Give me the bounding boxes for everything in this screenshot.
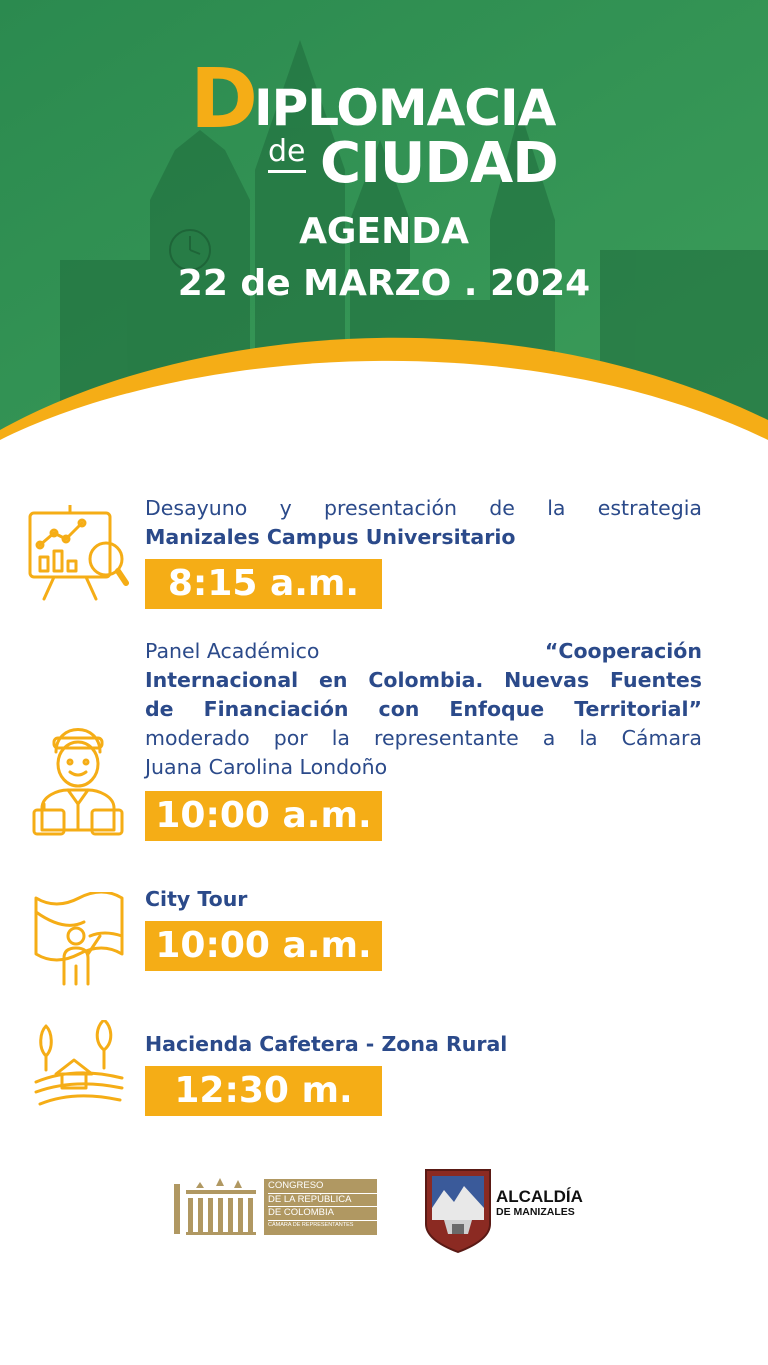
title-ciudad: CIUDAD (320, 131, 558, 196)
agenda-item-4-title: Hacienda Cafetera - Zona Rural (145, 1032, 508, 1056)
presentation-chart-magnifier-icon (26, 505, 130, 605)
agenda-heading: AGENDA (299, 211, 469, 252)
city-tour-map-guide-icon (34, 892, 124, 986)
title-line-ciudad (268, 132, 588, 202)
congreso-line4: CÁMARA DE REPRESENTANTES (268, 1221, 354, 1228)
agenda-item-2-line1 (145, 637, 702, 666)
alcaldia-name: ALCALDÍA (496, 1187, 583, 1206)
agenda-item-2-title-start: “Cooperación (544, 639, 702, 663)
agenda-item-2-moderator-line: moderado por la representante a la Cámara (145, 726, 702, 750)
agenda-item-4-time: 12:30 m. (145, 1066, 382, 1116)
title-line-diplomacia (190, 52, 590, 147)
capitol-building-icon (172, 1176, 262, 1238)
agenda-item-2-time: 10:00 a.m. (145, 791, 382, 841)
agenda-item-3-time: 10:00 a.m. (145, 921, 382, 971)
congreso-line2: DE LA REPÚBLICA (268, 1194, 377, 1208)
title-de: de (268, 134, 306, 173)
agenda-item-3-text (145, 885, 702, 914)
event-date: 22 de MARZO . 2024 (177, 263, 591, 304)
agenda-item-1-time: 8:15 a.m. (145, 559, 382, 609)
agenda-item-2-text (145, 637, 702, 782)
agenda-item-3-title: City Tour (145, 887, 248, 911)
agenda-item-2-panel-label: Panel Académico (145, 639, 320, 663)
congreso-logo (172, 1176, 377, 1236)
panelist-speaker-icon (28, 712, 128, 842)
title-initial: D (190, 52, 257, 147)
agenda-item-2-title-line3: de Financiación con Enfoque Territorial” (145, 697, 702, 721)
alcaldia-logo (424, 1168, 624, 1254)
agenda-item-1-text (145, 494, 702, 552)
congreso-line1: CONGRESO (268, 1180, 377, 1194)
agenda-item-2-title-line2: Internacional en Colombia. Nuevas Fuentes (145, 668, 702, 692)
manizales-shield-icon (424, 1168, 492, 1254)
coffee-farm-countryside-icon (34, 1020, 124, 1110)
agenda-item-1-title: Manizales Campus Universitario (145, 525, 516, 549)
agenda-item-4-text (145, 1030, 702, 1059)
agenda-item-2-moderator-name: Juana Carolina Londoño (145, 755, 388, 779)
title-diplomacia: IPLOMACIA (254, 79, 556, 137)
alcaldia-subtitle: DE MANIZALES (496, 1206, 575, 1218)
congreso-line3: DE COLOMBIA (268, 1207, 377, 1221)
hero-banner (0, 0, 768, 470)
congreso-text-block (264, 1179, 377, 1235)
agenda-item-1-line1: Desayuno y presentación de la estrategia (145, 496, 702, 520)
